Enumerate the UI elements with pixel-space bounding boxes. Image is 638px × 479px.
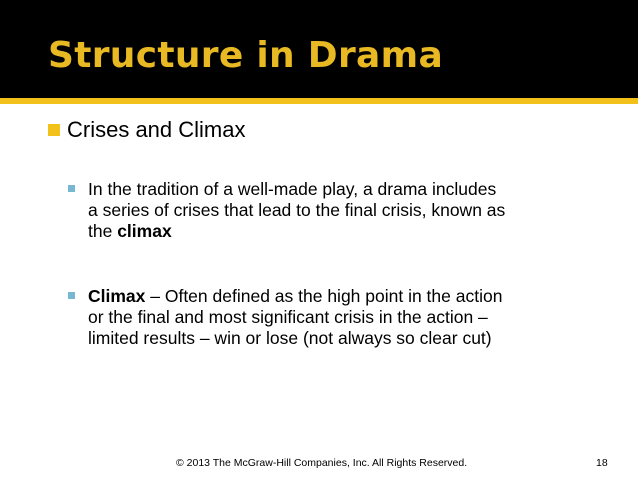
sub-bullet-1-text xyxy=(88,179,608,242)
page-number: 18 xyxy=(596,457,608,469)
climax-term: climax xyxy=(117,221,172,241)
sub-bullet-2-line-3: limited results – win or lose (not always so clear cut) xyxy=(88,328,492,348)
footer xyxy=(0,457,638,473)
small-square-bullet-icon xyxy=(68,185,75,192)
main-bullet-label: Crises and Climax xyxy=(67,117,246,142)
small-square-bullet-icon xyxy=(68,292,75,299)
sub-bullet-2-line-2: or the final and most significant crisis in the action – xyxy=(88,307,488,327)
title-divider xyxy=(0,98,638,104)
sub-bullet-2-text xyxy=(88,286,608,349)
sub-bullet-1-line-2: a series of crises that lead to the final crisis, known as xyxy=(88,200,506,220)
sub-bullet-2-line-1: – Often defined as the high point in the action xyxy=(145,286,503,306)
sub-bullet-1-line-1: In the tradition of a well-made play, a drama includes xyxy=(88,179,497,199)
copyright-notice: © 2013 The McGraw-Hill Companies, Inc. All Rights Reserved. xyxy=(176,457,468,469)
climax-heading-term: Climax xyxy=(88,286,146,306)
square-bullet-icon xyxy=(48,124,60,136)
sub-bullet-2 xyxy=(68,286,608,349)
main-bullet xyxy=(48,116,246,144)
slide-title: Structure in Drama xyxy=(48,35,444,76)
sub-bullet-1-line-3-prefix: the xyxy=(88,221,118,241)
sub-bullet-1 xyxy=(68,179,608,242)
title-bar xyxy=(0,0,638,98)
